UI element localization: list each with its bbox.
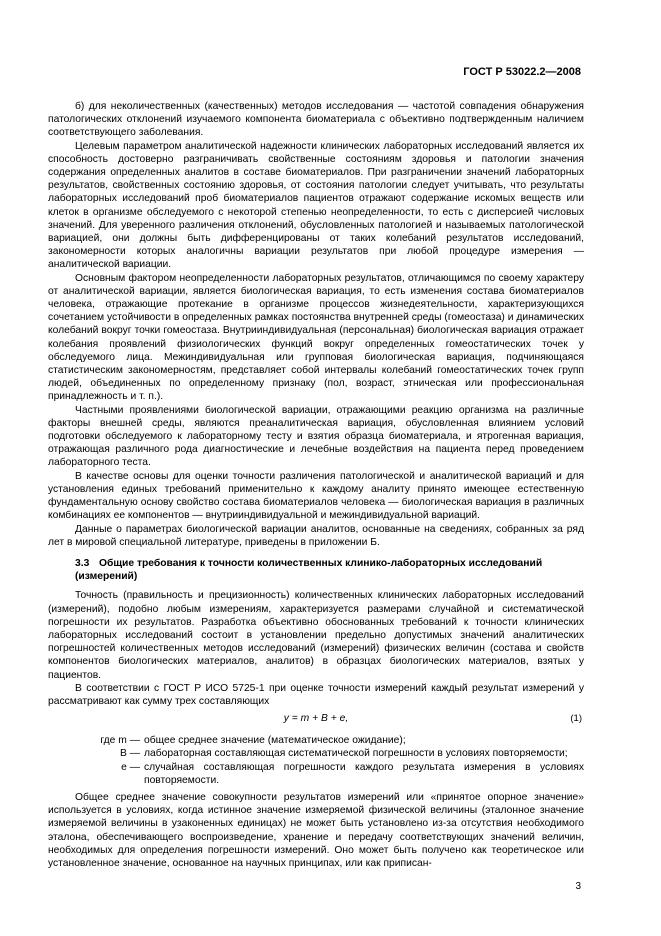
definition-row — [48, 734, 584, 747]
paragraph-general-mean: Общее среднее значение совокупности результатов измерений или «принятое опорное значение» используется в условиях, когда истинное значение измеряемой физической величины (эталонное значение измеряемой величины в узаконенных единицах) не может быть установлено из-за отсутствия необходимого эталона, обеспечивающего воспроизведение, хранение и передачу соответствующих значений величин, необходимых для определения погрешности измерений. Оно может быть получено как теоретическое или установленное значение, основанное на научных принципах, или как приписан- — [48, 791, 584, 869]
formula-text: y = m + B + e, — [283, 713, 349, 725]
definition-term: B — — [119, 748, 140, 760]
section-number: 3.3 — [75, 557, 90, 569]
formula-number: (1) — [570, 713, 582, 725]
definition-row — [48, 747, 584, 760]
paragraph-target-parameter: Целевым параметром аналитической надежности клинических лабораторных исследований является их способность достоверно разграничивать свойственные состояниям здоровья и патологии значения содержания определенных аналитов в составе биоматериалов. При разграничении значений лабораторных результатов, свойственных состоянию здоровья, от состояния патологии следует учитывать, что результаты лабораторных исследований проб биоматериалов пациентов отражают содержание искомых веществ или клеток в организме обследуемого с некоторой степенью неопределенности, то есть с дисперсией числовых значений. Для уверенного различения отклонений, обусловленных патологией и называемых патологической вариацией, они должны быть дифференцированы от таких колебаний результатов исследований, закономерности которых аналогичны вариации результатов при любой процедуре измерения — аналитической вариации. — [48, 140, 584, 271]
section-heading — [75, 557, 584, 583]
paragraph-gost-reference: В соответствии с ГОСТ Р ИСО 5725-1 при оценке точности измерений каждый результат измерений y рассматривают как сумму трех составляющих — [48, 682, 584, 707]
paragraph-particular-manifestations: Частными проявлениями биологической вариации, отражающими реакцию организма на различные факторы внешней среды, являются преаналитическая вариация, обусловленная влиянием условий подготовки обследуемого к лабораторному тесту и взятия образца биоматериала, и ятрогенная вариация, отражающая различного рода диагностические и лечебные воздействия на пациента перед проведением лабораторного теста. — [48, 404, 584, 469]
paragraph-item-b: б) для неколичественных (качественных) методов исследования — частотой совпадения обнаружения патологических отклонений изучаемого компонента биоматериала с объективно подтвержденным наличием соответствующего заболевания. — [48, 101, 584, 139]
paragraph-biological-variation: Основным фактором неопределенности лабораторных результатов, отличающимся по своему характеру от аналитической вариации, является биологическая вариация, то есть изменения состава биоматериалов человека, отражающие протекание в организме процессов жизнедеятельности, характеризующихся сочетанием устойчивости в определенных рамках постоянства внутренней среды (гомеостаза) и динамических колебаний вокруг точки гомеостаза. Внутрииндивидуальная (персональная) биологическая вариация отражает колебания проявлений физиологических функций вокруг определенных гомеостатических точек у обследуемого лица. Межиндивидуальная или групповая биологическая вариация, подчиняющаяся статистическим закономерностям, представляет собой интервалы колебаний гомеостатических точек групп людей, объединенных по определенному признаку (пол, возраст, этническая или профессиональная принадлежность и т. п.). — [48, 272, 584, 403]
definition-term: e — — [121, 761, 140, 773]
page-number: 3 — [575, 881, 581, 892]
paragraph-basis-for-assessment: В качестве основы для оценки точности различения патологической и аналитической вариаций и для установления единых требований применительно к каждому аналиту принято имеющее естественную фундаментальную основу свойство состава биоматериалов человека — биологическая вариация в различных комбинациях ее компонентов — внутрииндивидуальной и межиндивидуальной вариаций. — [48, 470, 584, 522]
paragraph-annex-reference: Данные о параметрах биологической вариации аналитов, основанные на сведениях, собранных за ряд лет в мировой специальной литературе, приведены в приложении Б. — [48, 523, 584, 548]
paragraph-accuracy: Точность (правильность и прецизионность) количественных клинических лабораторных исследований (измерений), подобно любым измерениям, характеризуется размерами случайной и систематической погрешности их результатов. Разработка объективно обоснованных требований к точности клинических лабораторных исследований состоит в установлении предельно допустимых значений аналитических погрешностей количественных методов исследований (измерений) физических величин (состава и свойств компонентов биологических материалов, аналитов) в образцах биологических материалов, взятых у пациентов. — [48, 590, 584, 681]
page-content — [48, 100, 584, 870]
definition-list — [48, 734, 584, 787]
definition-desc: лабораторная составляющая систематической погрешности в условиях повторяемости; — [144, 748, 568, 760]
document-code: ГОСТ Р 53022.2—2008 — [463, 66, 581, 78]
definition-desc: случайная составляющая погрешности каждого результата измерения в условиях повторяемости. — [144, 761, 584, 786]
definition-row — [48, 761, 584, 787]
formula — [48, 712, 584, 730]
definition-desc: общее среднее значение (математическое ожидание); — [144, 735, 406, 747]
definition-term: где m — — [100, 735, 140, 747]
section-title: Общие требования к точности количественных клинико-лабораторных исследований (измерений) — [75, 557, 543, 583]
